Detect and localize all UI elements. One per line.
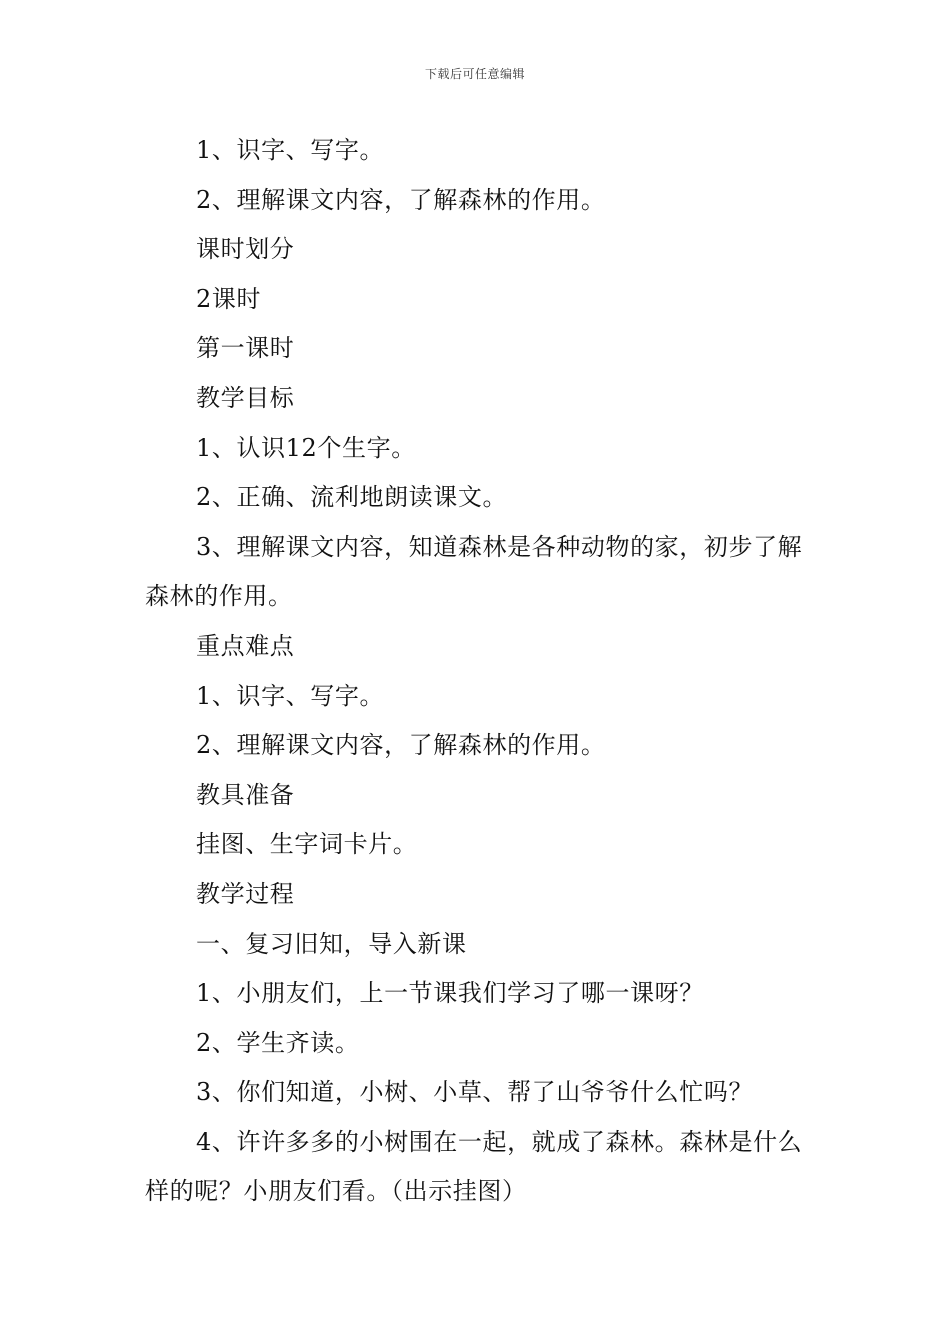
section-heading: 教具准备 [196, 780, 295, 809]
paragraph: 2、学生齐读。 [196, 1028, 360, 1057]
paragraph: 2、正确、流利地朗读课文。 [196, 483, 508, 512]
paragraph: 1、小朋友们，上一节课我们学习了哪一课呀？ [196, 979, 704, 1008]
section-heading: 重点难点 [196, 631, 295, 660]
section-heading: 课时划分 [196, 235, 295, 264]
paragraph: 2、理解课文内容，了解森林的作用。 [196, 731, 606, 760]
paragraph: 1、识字、写字。 [196, 136, 385, 164]
section-heading: 第一课时 [196, 334, 295, 363]
paragraph: 2课时 [196, 284, 262, 313]
paragraph: 1、识字、写字。 [196, 681, 385, 710]
paragraph: 挂图、生字词卡片。 [196, 830, 418, 859]
paragraph: 3、理解课文内容，知道森林是各种动物的家，初步了解森林的作用。 [145, 532, 803, 611]
paragraph: 2、理解课文内容，了解森林的作用。 [196, 185, 606, 214]
paragraph: 1、认识12个生字。 [196, 433, 416, 462]
document-body [145, 126, 810, 1217]
subsection-heading: 一、复习旧知，导入新课 [196, 929, 467, 958]
paragraph: 4、许许多多的小树围在一起，就成了森林。森林是什么样的呢？小朋友们看。（出示挂图） [145, 1127, 803, 1206]
section-heading: 教学过程 [196, 879, 295, 908]
paragraph: 3、你们知道，小树、小草、帮了山爷爷什么忙吗？ [196, 1078, 754, 1107]
page-header: 下载后可任意编辑 [424, 67, 525, 81]
section-heading: 教学目标 [196, 383, 295, 412]
